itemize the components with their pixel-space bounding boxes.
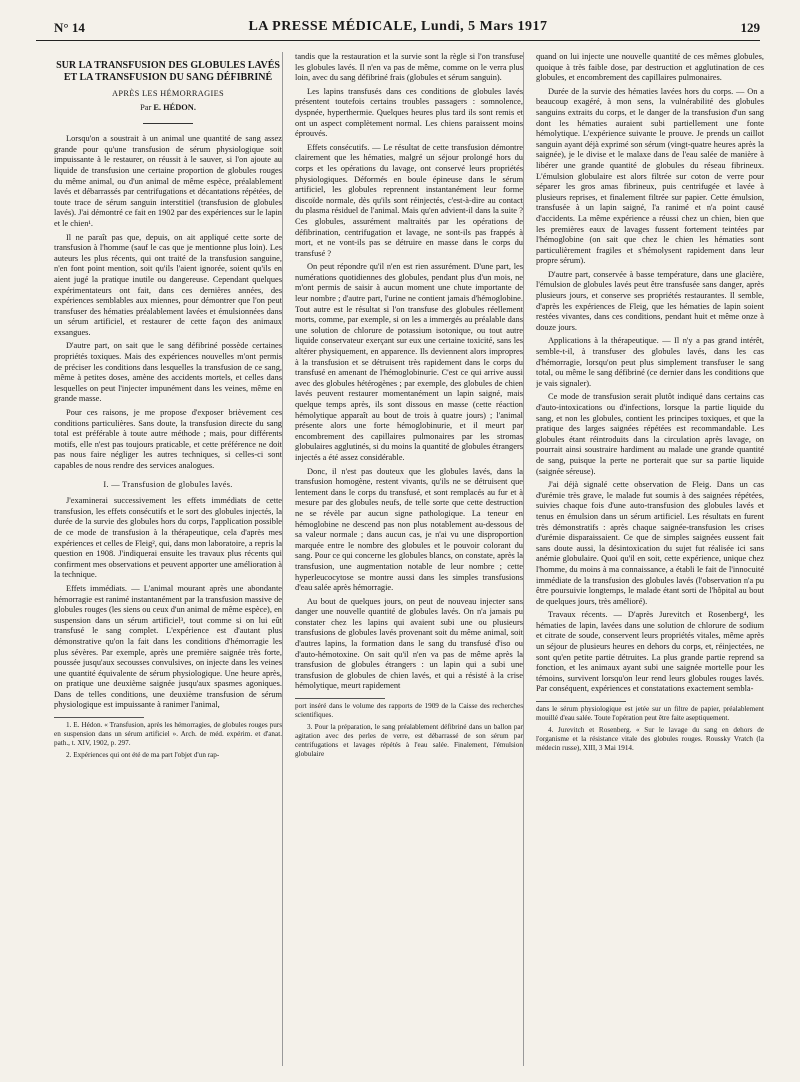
article-title: SUR LA TRANSFUSION DES GLOBULES LAVÉS ET LA TRANSFUSION DU SANG DÉFIBRINÉ <box>56 60 280 83</box>
masthead <box>36 14 760 41</box>
page-number: 129 <box>740 20 760 35</box>
paragraph: quand on lui injecte une nouvelle quantité de ces mêmes globules, quoique à très faible dose, par destruction et agglutination de ces globules, et encombrement des capillaires pulmonaires. <box>536 52 764 83</box>
footnote-rule <box>536 701 626 702</box>
title-separator <box>143 123 193 124</box>
paragraph: Effets consécutifs. — Le résultat de cette transfusion démontre clairement que les hématies, malgré un séjour prolongé hors du corps et les opérations du lavage, ont conservé leurs propriétés physiologiques. Déformés en boule épineuse dans le sérum artificiel, les globules reprennent instantanément leur forme discoïde normale, dès qu'ils sont réinjectés, c'est-à-dire au contact du plasma résiduel de l'animal. Mais qu'en advient-il dans la suite ? Ces globules, assurément maltraités par les opérations de défibrination, centrifugation et lavage, ne sont-ils pas frappés à mort, et ne vont-ils pas se détruire en masse dans le corps du transfusé ? <box>295 142 523 258</box>
paragraph: Effets immédiats. — L'animal mourant après une abondante hémorragie est ranimé instantanément par la transfusion massive de globules rouges (les siens ou ceux d'un animal de même espèce), en suspension dans un sérum artificiel³, tout comme si on lui eût transfusé le sang complet. L'expérience est d'autant plus démonstrative qu'on la fait dans les conditions d'hémorragie les plus sévères. Par exemple, après une première saignée très forte, poussée jusqu'aux secousses convulsives, on injecte dans les veines une quantité équivalente de sérum physiologique. Une heure après, on pratique une deuxième saignée jusqu'aux spasmes agoniques. Dans de telles conditions, une deuxième transfusion de sérum physiologique est impuissante à ranimer l'animal, <box>54 583 282 710</box>
paragraph: Durée de la survie des hématies lavées hors du corps. — On a beaucoup exagéré, à mon sens, la vulnérabilité des globules sanguins extraits du corps, et le danger de la transfusion d'un sang dont les hématies auraient subi partiellement une fonte hémolytique. L'expérience suivante le prouve. Je prends un caillot sanguin ayant déjà exprimé son sérum (vingt-quatre heures après la saignée), je le divise et le malaxe dans de l'eau salée de manière à libérer une grande quantité de globules du réseau fibrineux. L'émulsion globulaire est alors filtrée sur coton de verre pour séparer les gros amas fibrineux, puis centrifugée et lavée à plusieurs reprises, et finalement filtrée sur papier. Cette émulsion, transfusée à un lapin saigné, l'a ranimé et n'a point causé d'accidents. La même expérience a réussi chez un chien, bien que les premières eaux de lavages fussent fortement teintées par l'hémoglobine (on sait que chez le chien les hématies sont particulièrement fragiles et s'hémolysent rapidement dans leur propre sérum). <box>536 86 764 266</box>
article-author <box>54 103 282 114</box>
paragraph: Il ne paraît pas que, depuis, on ait appliqué cette sorte de transfusion à l'homme (sauf le cas que je mentionne plus loin). Les auteurs les plus récents, qui ont traité de la transfusion sanguine, n'en font point mention, soit qu'ils l'aient ignorée, soient qu'ils en aient jugé la pratique inutile ou dangereuse. Cependant quelques expérimentateurs ont fait, dans ces dernières années, des expériences semblables aux miennes, pour démontrer que l'on peut transfuser des hématies préalablement lavées et émulsionnées dans un sérum artificiel, et restaurer de cette façon des animaux exsangues. <box>54 232 282 337</box>
paragraph: Les lapins transfusés dans ces conditions de globules lavés présentent toutefois certains troubles passagers : somnolence, dyspnée, hyperthermie. Quelques heures plus tard ils sont remis et ont un aspect complètement normal. Les chiens paraissent moins éprouvés. <box>295 86 523 139</box>
footnote: 1. E. Hédon. « Transfusion, après les hémorragies, de globules rouges purs en suspension dans un sérum artificiel ». Arch. de méd. expérim. et d'anat. path., t. XIV, 1902, p. 297. <box>54 721 282 748</box>
section-heading: I. — Transfusion de globules lavés. <box>103 479 233 489</box>
column-2 <box>295 52 524 1066</box>
paragraph: Lorsqu'on a soustrait à un animal une quantité de sang assez grande pour qu'une transfusion de sérum physiologique soit impuissante à le restaurer, on réussit à le sauver, si l'on ajoute au liquide de transfusion une certaine proportion de globules rouges du même animal, ou d'un animal de même espèce, préalablement lavés et débarrassés par centrifugations et décantations répétées, de toute trace de sérum sanguin interstitiel (transfusion de globules lavés). J'ai démontré ce fait en 1902 par des expériences sur le lapin et le chien¹. <box>54 134 282 228</box>
paragraph: Travaux récents. — D'après Jurevitch et Rosenberg⁴, les hématies de lapin, lavées dans une solution de chlorure de sodium et citrate de soude, conservent leurs propriétés vitales, même après un séjour de plusieurs heures en dehors du corps, et, réinjectées, ne sont qu'en petite partie détruites. La plus grande partie reprend sa fonction, et les animaux ayant subi une saignée mortelle pour les témoins, survivent lorsqu'on leur rend leurs globules rouges lavés. Par conséquent, expériences et constatations exactement sembla- <box>536 610 764 694</box>
column-1 <box>54 52 283 1066</box>
paragraph: Ce mode de transfusion serait plutôt indiqué dans certains cas d'auto-intoxications ou d'infections, lorsque la partie liquide du sang, et non les globules, contient les principes toxiques, et que la pratique des larges saignées répétées est recommandable. Les globules étant réintroduits dans la circulation après lavage, on pourrait ainsi soustraire hardiment au malade une grande quantité de sang, puisque la perte ne porterait que sur sa partie liquide (saignée séreuse). <box>536 392 764 476</box>
footnote: 4. Jurevitch et Rosenberg. « Sur le lavage du sang en dehors de l'organisme et la résistance vitale des globules rouges. Roussky Vratch (la médecin russe), XIII, 3 Mai 1914. <box>536 726 764 753</box>
footnote: 3. Pour la préparation, le sang préalablement défibriné dans un ballon par agitation avec des perles de verre, est débarrassé de son sérum par centrifugations et lavages répétés à l'eau salée. Finalement, l'émulsion globulaire <box>295 723 523 759</box>
paragraph: Donc, il n'est pas douteux que les globules lavés, dans la transfusion homogène, restent vivants, qu'ils ne se détruisent que lentement dans le corps du transfusé, et sont remplacés au fur et à mesure par des globules neufs, de telle sorte que cette destruction ne se révèle par aucun signe pathologique. La teneur en hémoglobine ne descend pas non plus notablement au-dessous de sa valeur normale ; dans aucun cas, je n'ai vu une disproportion marquée entre le nombre des globules et le pouvoir colorant du sang. Pour ce qui concerne les globules blancs, on constate, après la transfusion, une augmentation notable de leur nombre ; cette hyperleucocytose se montre aussi dans les simples transfusions d'eau salée après hémorragie. <box>295 466 523 593</box>
paragraph: D'autre part, on sait que le sang défibriné possède certaines propriétés toxiques. Mais des expériences nouvelles m'ont permis de préciser les conditions dans lesquelles la transfusion de ce sang, même à petites doses, amène des accidents mortels, et celles dans lesquelles on peut l'injecter impunément dans les veines, même en grande masse. <box>54 341 282 404</box>
paragraph: J'examinerai successivement les effets immédiats de cette transfusion, les effets consécutifs et le sort des globules injectés, la durée de la survie des globules hors du corps, l'application possible de ce mode de transfusion à la thérapeutique, cela d'après mes expériences et celles de Fleig², qui, dans mon laboratoire, a repris la question en 1908. J'indiquerai ensuite les travaux plus récents qui confirment mes observations et peuvent apporter une amélioration à la technique. <box>54 496 282 580</box>
paragraph: Pour ces raisons, je me propose d'exposer brièvement ces conditions particulières. Sans doute, la transfusion directe du sang total est préférable à toute autre méthode ; mais, pour différents motifs, elle n'est pas toujours praticable, et cette préférence ne doit pas nous faire négliger les autres techniques, si celles-ci sont capables de nous rendre des services analogues. <box>54 408 282 470</box>
footnote: dans le sérum physiologique est jetée sur un filtre de papier, préalablement mouillé d'eau salée. Toute l'opération peut être faite aseptiquement. <box>536 705 764 723</box>
article-subtitle: APRÈS LES HÉMORRAGIES <box>112 89 224 98</box>
columns <box>54 52 764 1066</box>
journal-title: LA PRESSE MÉDICALE, Lundi, 5 Mars 1917 <box>248 19 548 34</box>
paragraph: Applications à la thérapeutique. — Il n'y a pas grand intérêt, semble-t-il, à transfuser des globules lavés, dans les cas d'hémorragie, lorsqu'on peut plus simplement transfuser le sang total, ou même le sang défibriné (ce dernier dans les conditions que je vais signaler). <box>536 336 764 388</box>
footnote: 2. Expériences qui ont été de ma part l'objet d'un rap- <box>66 751 220 760</box>
author-prefix: Par <box>140 102 152 112</box>
column-3 <box>536 52 764 1066</box>
paragraph: On peut répondre qu'il n'en est rien assurément. D'une part, les numérations quotidiennes des globules, pendant plus d'un mois, ne m'ont permis de saisir à aucun moment une chute importante de leur nombre ; d'autre part, l'urine ne contient jamais d'hémoglobine. Tout autre est le résultat si l'on transfuse des globules réellement morts, comme, par exemple, si on les a immergés au préalable dans une solution de chlorure de potassium isotonique, ou tout autre liquide conservateur exerçant sur eux une certaine toxicité, sans les altérer physiquement, en apparence. Ils deviennent alors impropres à la transfusion et se détruisent très rapidement dans le corps du transfusé en amenant de l'hémoglobinurie. C'est ce qui arrive aussi avec des globules hétérogènes ; par exemple, des globules de chien lavés peuvent restaurer momentanément un lapin saigné, mais quelque temps après, ils sont dissous en masse (cette réaction hémolytique apparaît au bout de trois à quatre jours) ; l'animal présente alors une forte hémoglobinurie, et il meurt par encombrement des capillaires pulmonaires par les stromas globulaires agglutinés, si du moins la quantité de globules étrangers injectés a été assez considérable. <box>295 262 523 462</box>
paragraph: D'autre part, conservée à basse température, dans une glacière, l'émulsion de globules lavés peut être transfusée sans danger, après plusieurs jours, et conserve ses propriétés restaurantes. Il semble, d'après les expériences de Fleig, que les hématies de lapin soient restées vivantes, dans ces conditions, pendant huit et même onze à douze jours. <box>536 269 764 332</box>
paragraph: tandis que la restauration et la survie sont la règle si l'on transfuse les globules lavés. Il n'en va pas de même, comme on le verra plus loin, avec du sang défibriné frais (globules et sérum sanguin). <box>295 52 523 83</box>
issue-number: N° 14 <box>54 20 85 35</box>
footnote-rule <box>295 698 385 699</box>
author-name: E. HÉDON. <box>153 102 196 112</box>
paragraph: J'ai déjà signalé cette observation de Fleig. Dans un cas d'urémie très grave, le malade fut soumis à des saignées répétées, suivies chaque fois d'une auto-transfusion des globules lavés et tenus en émulsion dans un sérum artificiel. Les résultats en furent très démonstratifs : après chaque saignée-transfusion les crises d'urémie disparaissaient. Ce que de simples saignées eussent fait sans doute aussi, la désintoxication du sujet fut réalisée ici sans anémie globulaire. Quoi qu'il en soit, cette expérience, unique chez l'homme, du moins à ma connaissance, a établi le fait de l'innocuité immédiate de la transfusion des globules lavés (l'observation n'a pu être poursuivie longtemps, le malade étant sorti de l'hôpital au bout de quelques jours, très amélioré). <box>536 480 764 606</box>
footnote-rule <box>54 717 144 718</box>
paragraph: Au bout de quelques jours, on peut de nouveau injecter sans danger une nouvelle quantité de globules lavés. On n'a jamais pu constater chez les lapins qui avaient subi une ou plusieurs transfusions de globules lavés provenant soit du même animal, soit d'autres lapins, la formation dans le sang du transfusé d'iso ou d'auto-hémotoxine. On sait qu'il n'en va pas de même après la transfusion de globules étrangers : un lapin qui a subi une transfusion de globules de chien lavés, et qui a résisté à la crise hémolytique, meurt rapidement <box>295 596 523 691</box>
footnote: port inséré dans le volume des rapports de 1909 de la Caisse des recherches scientifiques. <box>295 702 523 720</box>
